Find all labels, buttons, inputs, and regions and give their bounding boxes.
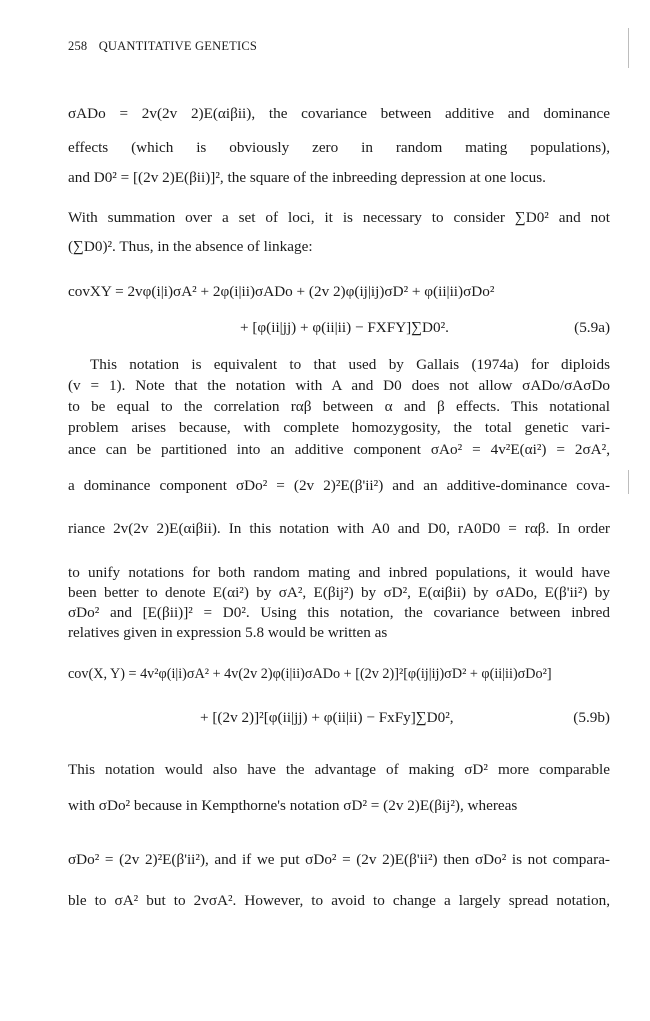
text-line: been better to denote E(αi²) by σA², E(βij²) by σD², E(αiβii) by σADo, E(β'ii²) by	[68, 584, 610, 601]
equation-5-9a-line-2: + [φ(ii|jj) + φ(ii|ii) − FXFY]∑D0².	[240, 319, 449, 336]
text-line: with σDo² because in Kempthorne's notation σD² = (2v 2)E(βij²), whereas	[68, 797, 518, 814]
text-line: problem arises because, with complete homozygosity, the total genetic vari-	[68, 419, 610, 436]
equation-5-9b-line-1: cov(X, Y) = 4v²φ(i|i)σA² + 4v(2v 2)φ(i|ii)σADo + [(2v 2)]²[φ(ij|ij)σD² + φ(ii|ii)σDo²]	[68, 666, 552, 682]
equation-5-9a-line-1: covXY = 2vφ(i|i)σA² + 2φ(i|ii)σADo + (2v 2)φ(ij|ij)σD² + φ(ii|ii)σDo²	[68, 283, 495, 300]
text-line: and D0² = [(2v 2)E(βii)]², the square of the inbreeding depression at one locus.	[68, 169, 546, 186]
text-line: to unify notations for both random mating and inbred populations, it would have	[68, 564, 610, 581]
text-line: relatives given in expression 5.8 would be written as	[68, 624, 388, 641]
text-line: a dominance component σDo² = (2v 2)²E(β'ii²) and an additive-dominance cova-	[68, 477, 610, 494]
equation-5-9b-line-2: + [(2v 2)]²[φ(ii|jj) + φ(ii|ii) − FxFy]∑D0²,	[200, 709, 454, 726]
text-line: (∑D0)². Thus, in the absence of linkage:	[68, 238, 313, 255]
text-line: ance can be partitioned into an additive component σAo² = 4v²E(αi²) = 2σA²,	[68, 441, 610, 458]
text-line: σADo = 2v(2v 2)E(αiβii), the covariance between additive and dominance	[68, 105, 610, 122]
text-line: ble to σA² but to 2vσA². However, to avoid to change a largely spread notation,	[68, 892, 610, 909]
text-line: (v = 1). Note that the notation with A and D0 does not allow σADo/σAσDo	[68, 377, 610, 394]
running-header	[68, 38, 257, 55]
text-line: σDo² and [E(βii)]² = D0². Using this notation, the covariance between inbred	[68, 604, 610, 621]
scan-edge-mark	[628, 28, 629, 68]
text-line: σDo² = (2v 2)²E(β'ii²), and if we put σDo² = (2v 2)E(β'ii²) then σDo² is not compara-	[68, 851, 610, 868]
equation-number-5-9b: (5.9b)	[573, 709, 610, 726]
page-number: 258	[68, 39, 88, 53]
equation-number-5-9a: (5.9a)	[574, 319, 610, 336]
text-line: to be equal to the correlation rαβ between α and β effects. This notational	[68, 398, 610, 415]
text-line: With summation over a set of loci, it is necessary to consider ∑D0² and not	[68, 209, 610, 226]
text-line: riance 2v(2v 2)E(αiβii). In this notation with A0 and D0, rA0D0 = rαβ. In order	[68, 520, 610, 537]
running-title: QUANTITATIVE GENETICS	[98, 39, 258, 53]
text-line: This notation is equivalent to that used by Gallais (1974a) for diploids	[90, 356, 610, 373]
text-line: This notation would also have the advantage of making σD² more comparable	[68, 761, 610, 778]
scan-edge-mark	[628, 470, 629, 494]
text-line: effects (which is obviously zero in random mating populations),	[68, 139, 610, 156]
